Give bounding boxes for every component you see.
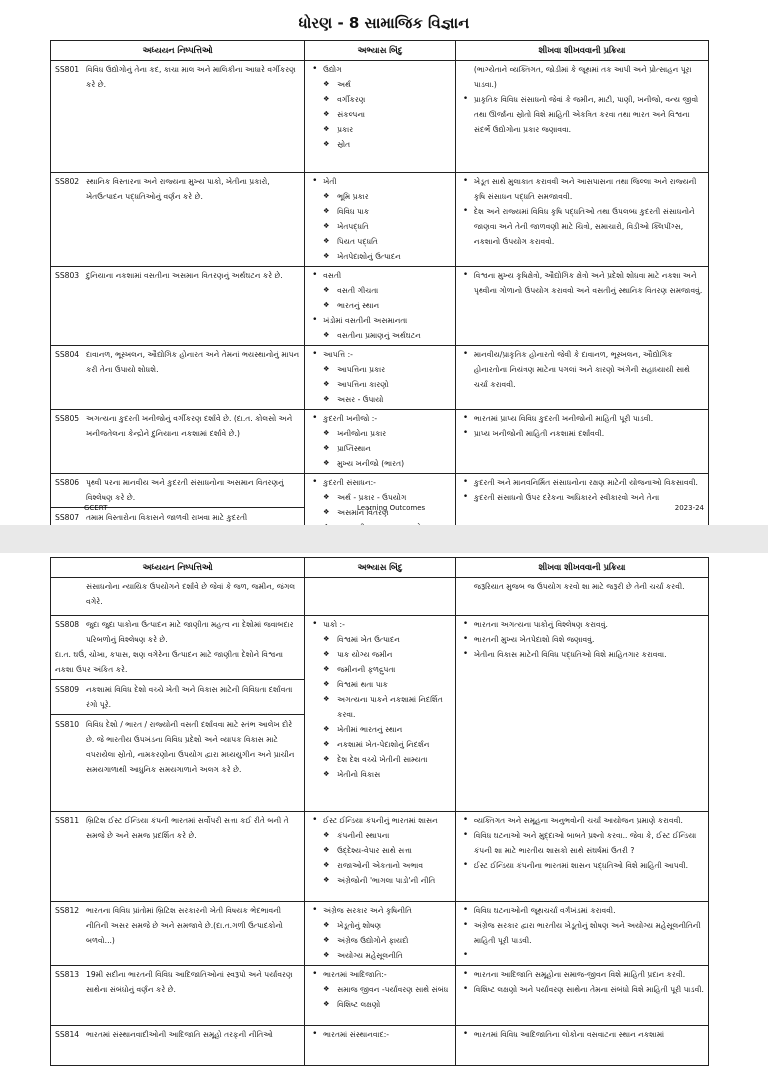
point-sub: ❖ સંકલ્પના <box>309 107 451 122</box>
process-item: • દેશ અને રાજ્યમાં વિવિધ કૃષિ પદ્ધતિઓ તથા ઉપલબ્ધ કુદરતી સંસાધનોને જાણવા અને તેની જાળવણી માટે ચિત્રો, સમાચારો, વિડીઓ ક્લિપીંગ્સ, નકશાનો ઉપયોગ કરાવવો. <box>460 204 704 249</box>
point-sub: ❖ રાજાઓની એકતાનો અભાવ <box>309 858 451 873</box>
process-cell <box>455 616 708 812</box>
outcome-code: SS810 <box>55 720 80 729</box>
table-row <box>51 173 709 267</box>
page-1 <box>0 0 768 525</box>
process-item: • વિવિધ ઘટનાઓ અને મુદ્દાઓ બાબતે પ્રશ્નો કરવા.. જેવા કે, ઈસ્ટ ઈન્ડિયા કંપની શા માટે ભારતીય શાસકો સાથે સંઘર્ષમાં ઉતરી ? <box>460 828 704 858</box>
point-sub: ❖ ખનીજોના પ્રકાર <box>309 426 451 441</box>
table-row <box>51 346 709 410</box>
page-footer <box>84 504 704 512</box>
point-sub: ❖ આપત્તિના પ્રકાર <box>309 362 451 377</box>
header-outcomes: અધ્યયન નિષ્પત્તિઓ <box>51 558 305 578</box>
point-sub: ❖ કંપનીની સ્થાપના <box>309 828 451 843</box>
point-sub: ❖ વસતી ગીચતા <box>309 283 451 298</box>
point-sub: ❖ ખેડૂતોનું શોષણ <box>309 918 451 933</box>
outcome-text: સંસાધનોના ન્યાયિક ઉપયોગને દર્શાવે છે જેવાં કે જળ, જમીન, જંગલ વગેરે. <box>86 582 296 606</box>
point-sub: ❖ પાક યોગ્ય જમીન <box>309 647 451 662</box>
point-sub: ❖ અસમાન વિતરણ <box>309 505 451 520</box>
process-cell <box>455 578 708 616</box>
point-sub: ❖ અગત્યના પાકને નકશામાં નિદર્શિત કરવા. <box>309 692 451 722</box>
points-cell <box>305 1026 456 1066</box>
point-sub: ❖ વિશ્વમાં થતા પાક <box>309 677 451 692</box>
point-main: • અંગ્રેજ સરકાર અને કૃષિનીતિ <box>309 903 451 918</box>
outcomes-table-1 <box>50 40 709 538</box>
point-main: • ઈસ્ટ ઈન્ડિયા કંપનીનું ભારતમાં શાસન <box>309 813 451 828</box>
point-sub: ❖ ખેતીનો વિકાસ <box>309 767 451 782</box>
row-divider <box>51 714 304 715</box>
process-cell <box>455 61 708 173</box>
point-sub: ❖ ખેતપદ્ધતિ <box>309 219 451 234</box>
table-row <box>51 902 709 966</box>
outcome-code: SS802 <box>55 177 80 186</box>
process-cell <box>455 410 708 474</box>
outcomes-table-2 <box>50 557 709 1066</box>
outcome-code: SS809 <box>55 685 80 694</box>
point-sub: ❖ વિવિધ પાક <box>309 204 451 219</box>
table-header-row <box>51 41 709 61</box>
point-sub: ❖ વિશિષ્ટ લક્ષણો <box>309 997 451 1012</box>
point-sub: ❖ અયોગ્ય મહેસૂલનીતિ <box>309 948 451 963</box>
outcome-text: નકશામાં વિવિધ દેશો વચ્ચે ખેતી અને વિકાસ માટેની વિવિધતા દર્શાવતા રંગો પૂરે. <box>86 685 293 709</box>
table-row <box>51 966 709 1026</box>
table-row <box>51 1026 709 1066</box>
outcome-code: SS803 <box>55 271 80 280</box>
table-row <box>51 61 709 173</box>
outcome-code: SS812 <box>55 906 80 915</box>
table-row <box>51 578 709 616</box>
process-item: • વિવિધ ઘટનાઓની જૂથચર્ચા વર્ગખંડમાં કરાવવી. <box>460 903 704 918</box>
outcome-code: SS807 <box>55 513 80 522</box>
process-item: • પ્રાકૃતિક વિવિધ સંસાધનો જેવાં કે જમીન, માટી, પાણી, ખનીજો, વન્ય જીવો તથા ઊર્જાના સ્રોતો વિશે માહિતી એકત્રિત કરવા તથા ભારત અને વિશ્વના સંદર્ભે ઉદ્યોગોના પ્રકાર જણાવવા. <box>460 92 704 137</box>
page-gap <box>0 525 768 553</box>
table-header-row <box>51 558 709 578</box>
outcome-text: તમામ વિસ્તારોના વિકાસને જાળવી રાખવા માટે કુદરતી <box>86 513 248 522</box>
process-cell <box>455 902 708 966</box>
outcome-text: દુનિયાના નકશામાં વસતીના અસમાન વિતરણનું અર્થઘટન કરે છે. <box>86 271 283 280</box>
process-item: • ભારતમાં વિવિધ આદિજાતિના લોકોના વસવાટના સ્થાન નકશામાં <box>460 1027 704 1042</box>
header-points: અભ્યાસ બિંદુ <box>305 558 456 578</box>
point-sub: ❖ ખેતીમાં ભારતનું સ્થાન <box>309 722 451 737</box>
points-cell <box>305 61 456 173</box>
table-row <box>51 267 709 346</box>
point-sub: ❖ ભારતનું સ્થાન <box>309 298 451 313</box>
point-sub: ❖ અસર - ઉપાયો <box>309 392 451 407</box>
points-cell <box>305 410 456 474</box>
outcome-cell <box>51 616 305 812</box>
process-item: • પ્રાપ્ય ખનીજોની માહિતી નકશામાં દર્શાવવી. <box>460 426 704 441</box>
table-row <box>51 616 709 812</box>
footer-center: Learning Outcomes <box>356 504 426 512</box>
outcome-cell <box>51 578 305 616</box>
header-process: શીખવા શીખવવાની પ્રક્રિયા <box>455 41 708 61</box>
process-item: • માનવીય/પ્રાકૃતિક હોનારતો જેવી કે દાવાનળ, ભૂસ્ખલન, ઔદ્યોગિક હોનારતોના નિયંત્રણ માટેના પગલાં અને કારણો અંગેની સહાધ્યાયી સાથે ચર્ચા કરાવવી. <box>460 347 704 392</box>
point-sub: ❖ વર્ગીકરણ <box>309 92 451 107</box>
outcome-cell <box>51 1026 305 1066</box>
point-sub: ❖ અર્થ - પ્રકાર - ઉપયોગ <box>309 490 451 505</box>
point-main: • ભારતમાં સંસ્થાનવાદ:- <box>309 1027 451 1042</box>
outcome-text: સ્થાનિક વિસ્તારના અને રાજ્યના મુખ્ય પાકો, ખેતીના પ્રકારો, ખેતઉત્પાદન પદ્ધતિઓનું વર્ણન કરે છે. <box>86 177 270 201</box>
point-sub: ❖ દેશ દેશ વચ્ચે ખેતીની સામ્યતા <box>309 752 451 767</box>
process-item: • ભારતના અગત્યના પાકોનું વિશ્લેષણ કરાવવું. <box>460 617 704 632</box>
process-cell <box>455 346 708 410</box>
process-item: (ભાગ્યેતાને વ્યક્તિગત, જોડીમાં કે જૂથમાં તક આપી અને પ્રોત્સાહન પૂરા પાડવા.) <box>473 65 692 89</box>
header-outcomes: અધ્યયન નિષ્પત્તિઓ <box>51 41 305 61</box>
points-cell <box>305 902 456 966</box>
point-sub: ❖ ઉદ્દેશ્ય-વેપાર સાથે સત્તા <box>309 843 451 858</box>
outcome-text: ભારતના વિવિધ પ્રાંતોમાં બ્રિટિશ સરકારની ખેતી વિષયક ભેદભાવની નીતિની અસર સમજે છે અને સમજાવે છે.(દા.ત.ગળી ઉત્પાદકોનો બળવો...) <box>86 906 283 945</box>
outcome-text: દા.ત. ઘઉં, ચોખા, કપાસ, શણ વગેરેના ઉત્પાદન માટે જાણીતા દેશોને વિશ્વના નકશા ઉપર અંકિત કરે. <box>55 650 283 674</box>
point-main: • ખંડોમાં વસતીની અસમાનતા <box>309 313 451 328</box>
outcome-code: SS805 <box>55 414 80 423</box>
process-cell <box>455 966 708 1026</box>
point-main: • ખેતી <box>309 174 451 189</box>
process-item: જરૂરિયાત મુજબ જ ઉપયોગ કરવો શા માટે જરૂરી છે તેની ચર્ચા કરવી. <box>473 582 685 591</box>
table-row <box>51 410 709 474</box>
outcome-cell <box>51 966 305 1026</box>
outcome-text: 19મી સદીના ભારતની વિવિધ આદિજાતિઓનાં સ્વરૂપો અને પર્યાવરણ સાથેના સંબંધોનું વર્ણન કરે છે. <box>86 970 293 994</box>
outcome-code: SS804 <box>55 350 80 359</box>
footer-left: GCERT <box>84 504 108 512</box>
process-item: • કુદરતી સંસાધનો ઉપર દરેકના અધિકારને સ્વીકારવો અને તેના <box>460 490 704 505</box>
points-cell <box>305 578 456 616</box>
points-cell <box>305 812 456 902</box>
outcome-text: દાવાનળ, ભૂસ્ખલન, ઔદ્યોગિક હોનારત અને તેમનાં ભયસ્થાનોનું માપન કરી તેના ઉપાયો શોધશે. <box>86 350 300 374</box>
outcome-text: વિવિધ ઉદ્યોગોનું તેના કદ, કાચા માલ અને માલિકીના આધારે વર્ગીકરણ કરે છે. <box>86 65 296 89</box>
process-item: • કુદરતી અને માનવનિર્મિત સંસાધનોના રક્ષણ માટેની યોજનાઓ વિકસાવવી. <box>460 475 704 490</box>
outcome-code: SS806 <box>55 478 80 487</box>
outcome-text: વિવિધ દેશો / ભારત / રાજ્યોની વસતી દર્શાવવા માટે સ્તંભ આલેખ દોરે છે. જે ભારતીય ઉપખંડના વિવિધ પ્રદેશો અને વ્યાપક વિકાસ માટે વપરાયેલા સ્રોતો, નામકરણોના ઉપયોગ દ્વારા મધ્યયુગીન અને પ્રાચીન સમયગાળાથી આધુનિક સમયગાળાને અલગ કરે છે. <box>86 720 295 774</box>
page-2 <box>0 553 768 1039</box>
outcome-cell <box>51 346 305 410</box>
process-item: • ઈસ્ટ ઈન્ડિયા કંપનીના ભારતમાં શાસન પદ્ધતિઓ વિશે માહિતી આપવી. <box>460 858 704 873</box>
outcome-code: SS811 <box>55 816 80 825</box>
outcome-text: ભારતમાં સંસ્થાનવાદીઓની આદિજાતિ સમૂહો તરફની નીતિઓ <box>86 1030 273 1039</box>
point-sub: ❖ પિયત પદ્ધતિ <box>309 234 451 249</box>
point-main: • આપત્તિ :- <box>309 347 451 362</box>
process-item: • વ્યક્તિગત અને સમૂહના અનુભવોની ચર્ચા આયોજન પ્રમાણે કરાવવી. <box>460 813 704 828</box>
points-cell <box>305 616 456 812</box>
outcome-cell <box>51 267 305 346</box>
points-cell <box>305 267 456 346</box>
point-main: • ભારતમાં આદિજાતિ:- <box>309 967 451 982</box>
point-sub: ❖ સ્રોત <box>309 137 451 152</box>
point-main: • વસતી <box>309 268 451 283</box>
point-sub: ❖ વિશ્વમાં ખેત ઉત્પાદન <box>309 632 451 647</box>
point-sub: ❖ અર્થ <box>309 77 451 92</box>
points-cell <box>305 173 456 267</box>
footer-right: 2023-24 <box>674 504 704 512</box>
header-points: અભ્યાસ બિંદુ <box>305 41 456 61</box>
outcome-text: પૃથ્વી પરના માનવીય અને કુદરતી સંસાધનોના અસમાન વિતરણનું વિશ્લેષણ કરે છે. <box>86 478 284 502</box>
header-process: શીખવા શીખવવાની પ્રક્રિયા <box>455 558 708 578</box>
point-sub: ❖ નકશામાં ખેત-પેદાશોનું નિદર્શન <box>309 737 451 752</box>
point-sub: ❖ મુખ્ય ખનીજો (ભારત) <box>309 456 451 471</box>
point-main: • કુદરતી સંસાધન:- <box>309 475 451 490</box>
process-item: • વિશ્વના મુખ્ય કૃષિક્ષેત્રો, ઔદ્યોગિક ક્ષેત્રો અને પ્રદેશો શોધવા માટે નકશા અને પૃથ્વીના ગોળાનો ઉપયોગ કરાવવો અને વસતીનું સ્થાનિક વિતરણ સમજાવવું. <box>460 268 704 298</box>
point-sub: ❖ પ્રકાર <box>309 122 451 137</box>
process-item: • ભારતમાં પ્રાપ્ય વિવિધ કુદરતી ખનીજોની માહિતી પૂરી પાડવી. <box>460 411 704 426</box>
point-sub: ❖ પ્રાપ્તિસ્થાન <box>309 441 451 456</box>
outcome-cell <box>51 61 305 173</box>
outcome-code: SS813 <box>55 970 80 979</box>
outcome-text: અગત્યના કુદરતી ખનીજોનું વર્ગીકરણ દર્શાવે છે. (દા.ત. કોલસો અને ખનીજતેલના કેન્દ્રોને દુનિયાના નકશામાં દર્શાવે છે.) <box>86 414 293 438</box>
row-divider <box>51 679 304 680</box>
outcome-code: SS808 <box>55 620 80 629</box>
outcome-cell <box>51 902 305 966</box>
outcome-cell <box>51 812 305 902</box>
outcome-code: SS814 <box>55 1030 80 1039</box>
process-cell <box>455 812 708 902</box>
point-sub: ❖ જમીનની ફળદ્રુપતા <box>309 662 451 677</box>
point-sub: ❖ ખેતપેદાશોનું ઉત્પાદન <box>309 249 451 264</box>
point-main: • પાકો :- <box>309 617 451 632</box>
point-main: • ઉદ્યોગ <box>309 62 451 77</box>
process-cell <box>455 267 708 346</box>
process-item: • ભારતના આદિજાતિ સમૂહોના સમાજ-જીવન વિશે માહિતી પ્રદાન કરવી. <box>460 967 704 982</box>
process-item: • ખેડૂત સાથે મુલાકાત કરાવવી અને આસપાસના તથા જિલ્લા અને રાજ્યની કૃષિ સંસાધન પદ્ધતિ સમજાવવી. <box>460 174 704 204</box>
point-sub: ❖ ભૂમિ પ્રકાર <box>309 189 451 204</box>
process-cell <box>455 1026 708 1066</box>
outcome-text: જુદા જુદા પાકોના ઉત્પાદન માટે જાણીતા મહત્વ ના દેશોમાં જવાબદાર પરિબળોનું વિશ્લેષણ કરે છે. <box>86 620 294 644</box>
point-sub: ❖ અંગ્રેજ ઉદ્યોગોને ફાયદો <box>309 933 451 948</box>
process-item: • ભારતની મુખ્ય ખેતપેદાશો વિશે જણાવવું. <box>460 632 704 647</box>
outcome-code: SS801 <box>55 65 80 74</box>
outcome-cell <box>51 173 305 267</box>
process-item <box>460 948 704 963</box>
table-row <box>51 812 709 902</box>
points-cell <box>305 966 456 1026</box>
point-sub: ❖ અંગ્રેજોની 'ભાગલા પાડો'ની નીતિ <box>309 873 451 888</box>
page-title: ધોરણ - 8 સામાજિક વિજ્ઞાન <box>298 14 470 32</box>
process-item: • વિશિષ્ટ લક્ષણો અને પર્યાવરણ સાથેના તેમના સંબંધો વિશે માહિતી પૂરી પાડવી. <box>460 982 704 997</box>
point-sub: ❖ સમાજ જીવન -પર્યાવરણ સાથે સંબંધ <box>309 982 451 997</box>
process-item: • અંગ્રેજ સરકાર દ્વારા ભારતીય ખેડૂતોનું શોષણ અને અયોગ્ય મહેસૂલનીતિની માહિતી પૂરી પાડવી. <box>460 918 704 948</box>
point-main: • કુદરતી ખનીજો :- <box>309 411 451 426</box>
point-sub: ❖ આપત્તિના કારણો <box>309 377 451 392</box>
point-sub: ❖ વસતીના પ્રમાણનું અર્થઘટન <box>309 328 451 343</box>
process-item: • ખેતીના વિકાસ માટેની વિવિધ પદ્ધતિઓ વિશે માહિતગાર કરાવવા. <box>460 647 704 662</box>
outcome-cell <box>51 410 305 474</box>
points-cell <box>305 346 456 410</box>
process-cell <box>455 173 708 267</box>
outcome-text: બ્રિટિશ ઈસ્ટ ઈન્ડિયા કંપની ભારતમાં સર્વોપરી સત્તા કઈ રીતે બની તે સમજે છે અને સમજ પ્રદર્શિત કરે છે. <box>86 816 289 840</box>
